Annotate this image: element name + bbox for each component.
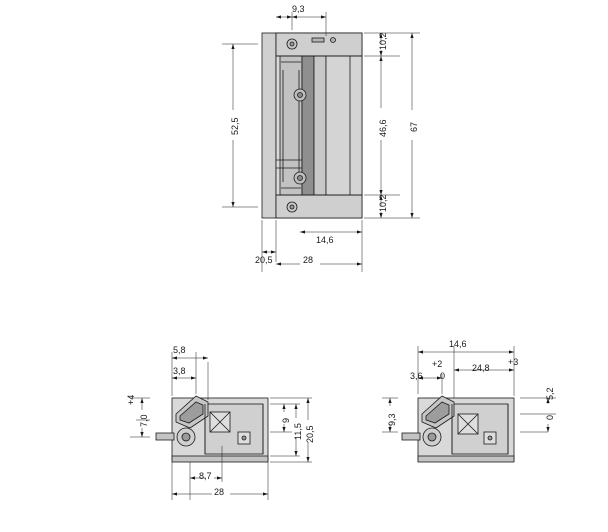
dim-24-8: 24,8 bbox=[472, 363, 490, 373]
dim-3-8: 3,8 bbox=[173, 366, 186, 376]
bottom-left-section-body bbox=[156, 396, 268, 462]
dim-5-8: 5,8 bbox=[173, 345, 186, 355]
dim-8-7: 8,7 bbox=[199, 471, 212, 481]
dim-9: 9 bbox=[281, 417, 291, 423]
dim-5-2: 5,2 bbox=[545, 387, 555, 400]
dim-10-2-bottom: 10,2 bbox=[378, 194, 388, 212]
dim-10-2-top: 10,2 bbox=[378, 32, 388, 50]
dim-20-5-sec: 20,5 bbox=[305, 425, 315, 443]
dim-67: 67 bbox=[409, 121, 419, 132]
dim-plus-4: +4 bbox=[126, 394, 136, 405]
dim-14-6-front: 14,6 bbox=[316, 235, 334, 245]
dim-9-3: 9,3 bbox=[292, 4, 305, 14]
dim-3-6: 3,6 bbox=[410, 371, 423, 381]
dim-14-6-right: 14,6 bbox=[449, 339, 467, 349]
dim-7-0: 7,0 bbox=[139, 414, 149, 427]
dim-plus-3: +3 bbox=[508, 357, 519, 367]
dim-0-horizontal: 0 bbox=[440, 371, 446, 381]
dim-plus-2: +2 bbox=[432, 359, 443, 369]
dim-52-5: 52,5 bbox=[230, 117, 240, 135]
dim-20-5-front: 20,5 bbox=[255, 255, 273, 265]
dim-11-5: 11,5 bbox=[293, 423, 303, 440]
dim-28-front: 28 bbox=[303, 255, 314, 265]
dim-28-sec: 28 bbox=[214, 487, 225, 497]
bottom-right-section-body bbox=[402, 396, 514, 462]
dim-46-6: 46,6 bbox=[378, 119, 388, 137]
dim-0-vertical: 0 bbox=[545, 414, 555, 420]
dim-9-3-right: 9,3 bbox=[387, 413, 397, 426]
front-view-body bbox=[262, 33, 362, 218]
